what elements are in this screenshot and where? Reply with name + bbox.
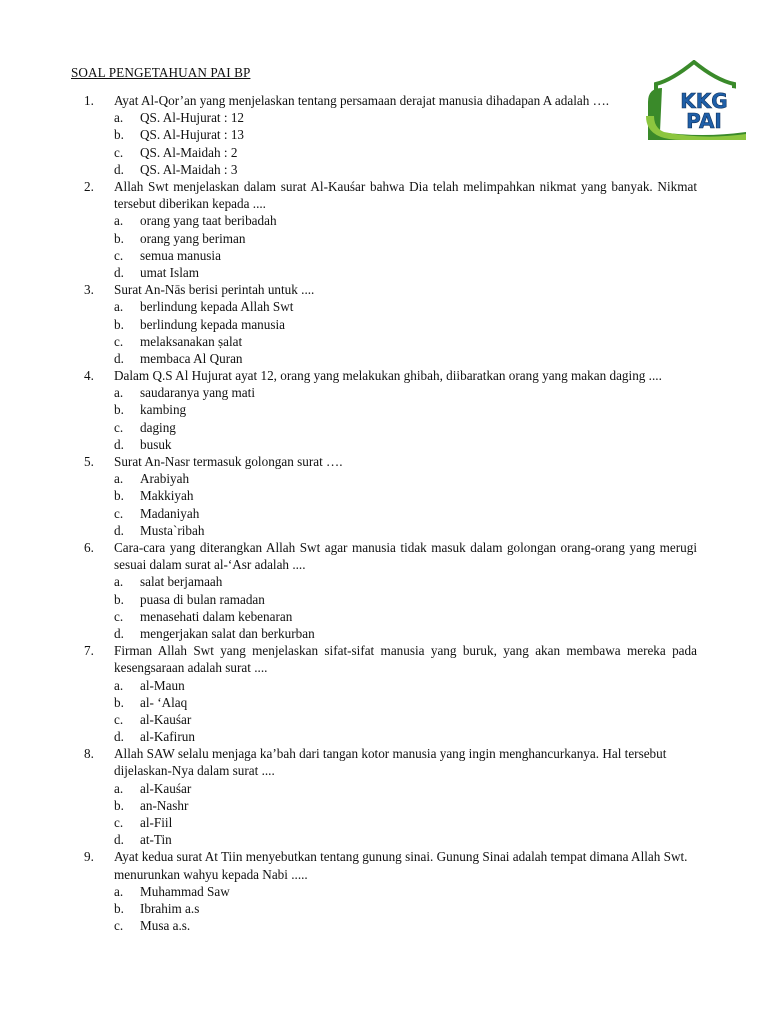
question-text: Cara-cara yang diterangkan Allah Swt agar manusia tidak masuk dalam golongan orang-orang yang merugi sesuai dalam surat al-‘Asr adalah ....	[114, 539, 697, 573]
question-number: 6.	[84, 539, 94, 555]
option-d	[0, 350, 768, 367]
option-letter: c.	[114, 711, 124, 727]
option-letter: a.	[114, 780, 124, 796]
option-letter: d.	[114, 832, 124, 848]
question-text: Ayat Al-Qor’an yang menjelaskan tentang persamaan derajat manusia dihadapan A adalah ….	[114, 93, 610, 108]
option-letter: b.	[114, 694, 124, 710]
option-letter: d.	[114, 161, 124, 177]
option-letter: c.	[114, 144, 124, 160]
question-number: 3.	[84, 282, 94, 298]
option-text: puasa di bulan ramadan	[140, 591, 265, 607]
option-letter: a.	[114, 299, 124, 315]
option-letter: c.	[114, 247, 124, 263]
option-text: umat Islam	[140, 264, 199, 280]
option-text: semua manusia	[140, 247, 221, 263]
option-letter: c.	[114, 918, 124, 934]
option-text: kambing	[140, 402, 187, 418]
option-letter: d.	[114, 625, 124, 641]
option-letter: d.	[114, 436, 124, 452]
option-text: Musta`ribah	[140, 522, 205, 538]
option-letter: a.	[114, 677, 124, 693]
option-letter: b.	[114, 402, 124, 418]
option-text: salat berjamaah	[140, 574, 223, 590]
option-text: al-Kafirun	[140, 729, 195, 745]
question-text: Dalam Q.S Al Hujurat ayat 12, orang yang melakukan ghibah, diibaratkan orang yang makan daging ....	[114, 368, 662, 384]
option-d	[0, 522, 768, 539]
question-8	[0, 745, 768, 848]
option-letter: a.	[114, 213, 124, 229]
option-b	[0, 126, 768, 143]
question-2	[0, 178, 768, 281]
option-letter: d.	[114, 350, 124, 366]
option-text: busuk	[140, 436, 172, 452]
question-text: Surat An-Nās berisi perintah untuk ....	[114, 282, 315, 298]
question-3	[0, 281, 768, 367]
option-text: an-Nashr	[140, 797, 189, 813]
option-letter: b.	[114, 488, 124, 504]
option-letter: c.	[114, 333, 124, 349]
question-9	[0, 848, 768, 934]
option-letter: d.	[114, 729, 124, 745]
option-b	[0, 797, 768, 814]
option-c	[0, 144, 768, 161]
option-a	[0, 780, 768, 797]
question-number: 1.	[84, 93, 94, 108]
option-text: saudaranya yang mati	[140, 385, 255, 401]
option-letter: b.	[114, 901, 124, 917]
option-letter: d.	[114, 264, 124, 280]
question-1	[0, 92, 768, 178]
logo-text-pai: PAI	[686, 109, 722, 133]
option-a	[0, 212, 768, 229]
option-text: Ibrahim a.s	[140, 901, 200, 917]
question-text: Allah Swt menjelaskan dalam surat Al-Kauśar bahwa Dia telah melimpahkan nikmat yang banyak. Nikmat tersebut diberikan kepada ....	[114, 178, 697, 212]
document-title: SOAL PENGETAHUAN PAI BP	[71, 65, 251, 80]
option-a	[0, 298, 768, 315]
option-letter: c.	[114, 505, 124, 521]
option-b	[0, 487, 768, 504]
question-text: Ayat kedua surat At Tiin menyebutkan tentang gunung sinai. Gunung Sinai adalah tempat dimana Allah Swt. menurunkan wahyu kepada Nabi .....	[114, 849, 688, 882]
option-d	[0, 264, 768, 281]
question-number: 2.	[84, 178, 94, 194]
option-d	[0, 436, 768, 453]
option-letter: a.	[114, 385, 124, 401]
option-c	[0, 711, 768, 728]
option-letter: a.	[114, 110, 124, 126]
option-letter: c.	[114, 419, 124, 435]
option-letter: a.	[114, 883, 124, 899]
option-letter: b.	[114, 127, 124, 143]
option-text: mengerjakan salat dan berkurban	[140, 625, 315, 641]
option-text: Arabiyah	[140, 471, 190, 487]
option-text: orang yang beriman	[140, 230, 246, 246]
option-d	[0, 831, 768, 848]
option-text: orang yang taat beribadah	[140, 213, 277, 229]
option-text: at-Tin	[140, 832, 172, 848]
option-letter: a.	[114, 471, 124, 487]
option-d	[0, 728, 768, 745]
option-c	[0, 608, 768, 625]
option-b	[0, 316, 768, 333]
option-c	[0, 505, 768, 522]
question-text: Surat An-Nasr termasuk golongan surat ….	[114, 454, 343, 470]
option-letter: b.	[114, 230, 124, 246]
option-a	[0, 573, 768, 590]
option-text: membaca Al Quran	[140, 350, 243, 366]
question-number: 8.	[84, 746, 94, 762]
option-text: al-Fiil	[140, 815, 173, 831]
option-d	[0, 161, 768, 178]
option-text: QS. Al-Hujurat : 13	[140, 127, 245, 143]
option-b	[0, 591, 768, 608]
question-6	[0, 539, 768, 642]
option-letter: b.	[114, 316, 124, 332]
option-b	[0, 694, 768, 711]
option-a	[0, 677, 768, 694]
option-text: al- ‘Alaq	[140, 694, 188, 710]
question-text: Allah SAW selalu menjaga ka’bah dari tangan kotor manusia yang ingin menghancurkanya. Hal tersebut dijelaskan-Nya dalam surat ....	[114, 746, 667, 779]
option-text: Madaniyah	[140, 505, 200, 521]
question-5	[0, 453, 768, 539]
option-text: daging	[140, 419, 176, 435]
option-letter: d.	[114, 522, 124, 538]
option-text: al-Kauśar	[140, 711, 192, 727]
option-d	[0, 625, 768, 642]
option-b	[0, 230, 768, 247]
option-b	[0, 401, 768, 418]
question-number: 9.	[84, 849, 94, 865]
option-c	[0, 814, 768, 831]
option-text: QS. Al-Hujurat : 12	[140, 110, 245, 126]
logo-text-kkg: KKG	[680, 89, 728, 113]
option-letter: b.	[114, 797, 124, 813]
option-c	[0, 419, 768, 436]
option-text: Muhammad Saw	[140, 883, 230, 899]
option-a	[0, 109, 768, 126]
option-letter: b.	[114, 591, 124, 607]
option-letter: c.	[114, 815, 124, 831]
option-text: al-Kauśar	[140, 780, 192, 796]
question-number: 7.	[84, 643, 94, 659]
option-c	[0, 247, 768, 264]
option-a	[0, 384, 768, 401]
option-letter: a.	[114, 574, 124, 590]
option-text: berlindung kepada manusia	[140, 316, 286, 332]
option-text: Musa a.s.	[140, 918, 191, 934]
option-c	[0, 917, 768, 934]
question-text: Firman Allah Swt yang menjelaskan sifat-sifat manusia yang buruk, yang akan membawa mereka pada kesengsaraan adalah surat ....	[114, 643, 697, 676]
option-a	[0, 883, 768, 900]
question-number: 5.	[84, 454, 94, 470]
question-number: 4.	[84, 368, 94, 384]
option-text: berlindung kepada Allah Swt	[140, 299, 294, 315]
question-7	[0, 642, 768, 745]
option-b	[0, 900, 768, 917]
option-text: Makkiyah	[140, 488, 194, 504]
option-text: menasehati dalam kebenaran	[140, 608, 293, 624]
question-4	[0, 367, 768, 453]
option-text: QS. Al-Maidah : 3	[140, 161, 238, 177]
option-c	[0, 333, 768, 350]
option-a	[0, 470, 768, 487]
option-letter: c.	[114, 608, 124, 624]
option-text: melaksanakan ṣalat	[140, 333, 243, 349]
question-list	[0, 92, 768, 934]
option-text: al-Maun	[140, 677, 185, 693]
option-text: QS. Al-Maidah : 2	[140, 144, 238, 160]
